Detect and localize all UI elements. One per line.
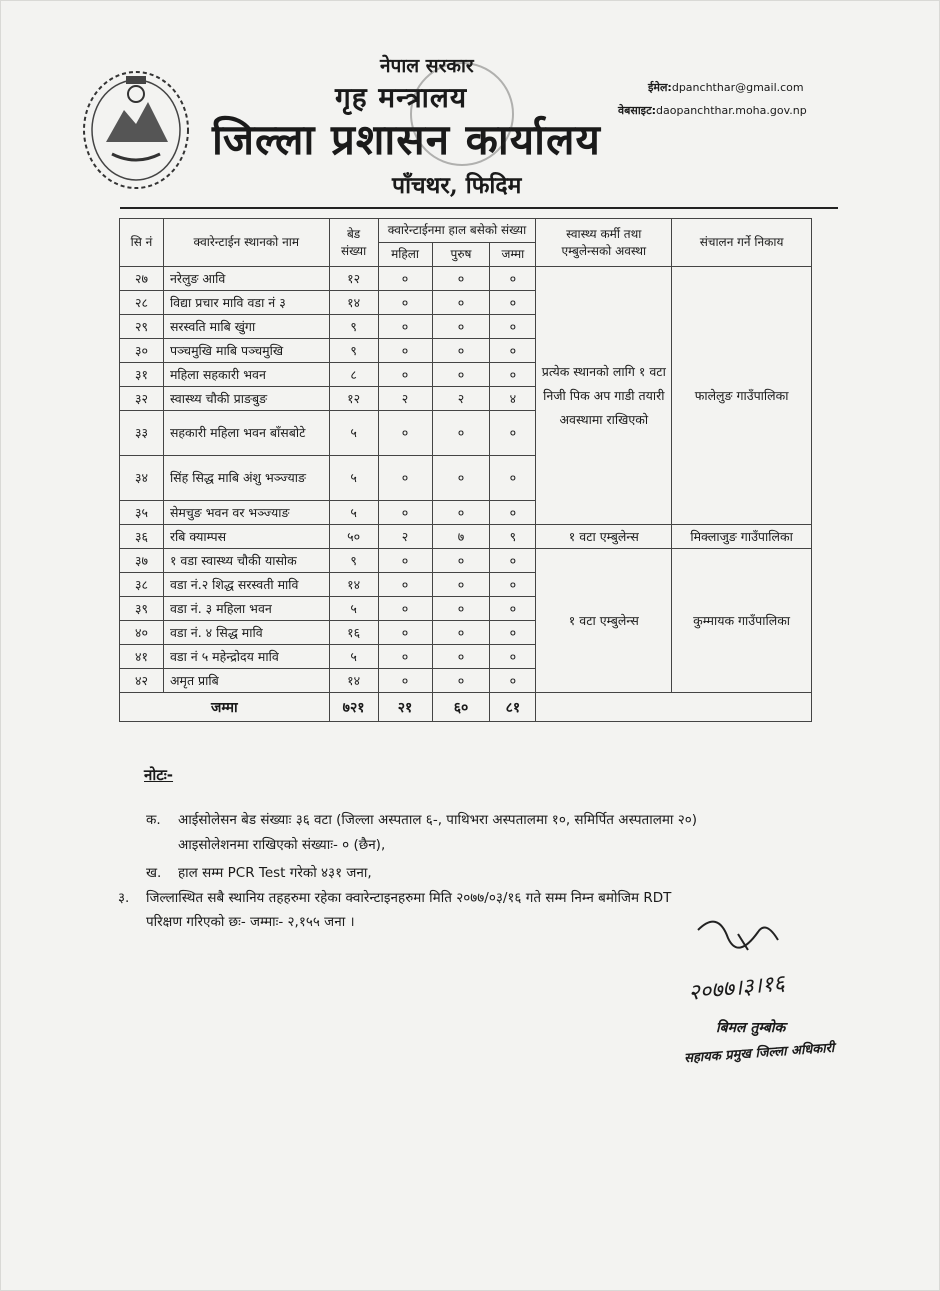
cell-female: ० — [378, 456, 432, 501]
email-line — [648, 80, 804, 95]
cell-male: ० — [432, 669, 490, 693]
cell-name: पञ्चमुखि माबि पञ्चमुखि — [163, 339, 329, 363]
cell-total: ० — [490, 669, 536, 693]
cell-male: ० — [432, 411, 490, 456]
cell-beds: १४ — [329, 669, 378, 693]
totals-empty — [536, 693, 812, 722]
cell-total: ४ — [490, 387, 536, 411]
cell-name: वडा नं.२ शिद्ध सरस्वती मावि — [163, 573, 329, 597]
header-body: संचालन गर्ने निकाय — [672, 219, 812, 267]
cell-sn: २९ — [120, 315, 164, 339]
note-ka-prefix: क. — [146, 812, 161, 828]
header-sn: सि नं — [120, 219, 164, 267]
cell-total: ० — [490, 315, 536, 339]
note-ka-line-2: आइसोलेशनमा राखिएको संख्याः- ० (छैन), — [178, 837, 386, 853]
cell-beds: १६ — [329, 621, 378, 645]
cell-beds: ९ — [329, 549, 378, 573]
cell-female: ० — [378, 363, 432, 387]
cell-body-group-2: मिक्लाजुङ गाउँपालिका — [672, 525, 812, 549]
cell-name: सेमचुङ भवन वर भञ्ज्याङ — [163, 501, 329, 525]
cell-male: ० — [432, 363, 490, 387]
cell-total: ० — [490, 363, 536, 387]
cell-sn: ३९ — [120, 597, 164, 621]
cell-female: २ — [378, 387, 432, 411]
cell-male: २ — [432, 387, 490, 411]
email-label: ईमेल: — [648, 81, 672, 94]
cell-male: ७ — [432, 525, 490, 549]
cell-sn: ३० — [120, 339, 164, 363]
note-three-prefix: ३. — [118, 890, 130, 906]
cell-body-group-1: फालेलुङ गाउँपालिका — [672, 267, 812, 525]
nepal-emblem-icon — [76, 62, 196, 192]
cell-beds: १४ — [329, 573, 378, 597]
note-kha-line: हाल सम्म PCR Test गरेको ४३१ जना, — [178, 865, 372, 881]
cell-health-group-3: १ वटा एम्बुलेन्स — [536, 549, 672, 693]
cell-sn: ३८ — [120, 573, 164, 597]
cell-total: ० — [490, 621, 536, 645]
cell-beds: ९ — [329, 315, 378, 339]
cell-male: ० — [432, 573, 490, 597]
cell-female: ० — [378, 339, 432, 363]
website-link[interactable]: daopanchthar.moha.gov.np — [656, 104, 807, 117]
letterhead — [0, 0, 940, 210]
ministry-name: गृह मन्त्रालय — [335, 81, 468, 114]
cell-sn: ४१ — [120, 645, 164, 669]
cell-total: ० — [490, 267, 536, 291]
cell-female: ० — [378, 645, 432, 669]
cell-name: वडा नं. ४ सिद्ध मावि — [163, 621, 329, 645]
cell-male: ० — [432, 456, 490, 501]
header-health: स्वास्थ्य कर्मी तथा एम्बुलेन्सको अवस्था — [536, 219, 672, 267]
quarantine-table — [119, 218, 812, 722]
cell-female: २ — [378, 525, 432, 549]
cell-name: विद्या प्रचार मावि वडा नं ३ — [163, 291, 329, 315]
website-label: वेबसाइट: — [618, 104, 657, 117]
cell-sn: ३४ — [120, 456, 164, 501]
office-location: पाँचथर, फिदिम — [392, 172, 522, 199]
cell-female: ० — [378, 621, 432, 645]
cell-female: ० — [378, 549, 432, 573]
note-three-line-2: परिक्षण गरिएको छः- जम्माः- २,१५५ जना । — [146, 914, 355, 930]
cell-female: ० — [378, 315, 432, 339]
cell-beds: ५ — [329, 597, 378, 621]
cell-total: ० — [490, 501, 536, 525]
cell-beds: १४ — [329, 291, 378, 315]
cell-name: वडा नं ५ महेन्द्रोदय मावि — [163, 645, 329, 669]
cell-beds: १२ — [329, 387, 378, 411]
cell-name: सिंह सिद्ध माबि अंशु भञ्ज्याङ — [163, 456, 329, 501]
cell-name: नरेलुङ आवि — [163, 267, 329, 291]
cell-total: ० — [490, 645, 536, 669]
cell-beds: १२ — [329, 267, 378, 291]
note-ka-line-1: आईसोलेसन बेड संख्याः ३६ वटा (जिल्ला अस्पताल ६-, पाथिभरा अस्पतालमा १०, समिर्पित अस्पतालमा २०) — [178, 812, 698, 828]
cell-female: ० — [378, 597, 432, 621]
header-total: जम्मा — [490, 243, 536, 267]
cell-sn: ३६ — [120, 525, 164, 549]
table-body — [120, 267, 812, 722]
cell-name: सरस्वति माबि खुंगा — [163, 315, 329, 339]
cell-beds: ८ — [329, 363, 378, 387]
cell-female: ० — [378, 267, 432, 291]
note-three-line-1: जिल्लास्थित सबै स्थानिय तहहरुमा रहेका क्वारेन्टाइनहरुमा मिति २०७७/०३/१६ गते सम्म निम्न बमोजिम RDT — [146, 890, 672, 906]
cell-female: ० — [378, 411, 432, 456]
cell-name: अमृत प्राबि — [163, 669, 329, 693]
cell-body-group-3: कुम्मायक गाउँपालिका — [672, 549, 812, 693]
office-stamp — [410, 62, 514, 166]
cell-male: ० — [432, 291, 490, 315]
totals-row — [120, 693, 812, 722]
cell-male: ० — [432, 645, 490, 669]
totals-male: ६० — [432, 693, 490, 722]
cell-male: ० — [432, 597, 490, 621]
cell-sn: ३१ — [120, 363, 164, 387]
cell-sn: ४० — [120, 621, 164, 645]
cell-name: १ वडा स्वास्थ्य चौकी यासोक — [163, 549, 329, 573]
cell-total: ० — [490, 597, 536, 621]
cell-beds: ५० — [329, 525, 378, 549]
cell-beds: ५ — [329, 645, 378, 669]
cell-total: ० — [490, 411, 536, 456]
totals-label: जम्मा — [120, 693, 330, 722]
cell-female: ० — [378, 501, 432, 525]
cell-male: ० — [432, 267, 490, 291]
totals-female: २१ — [378, 693, 432, 722]
cell-sn: २७ — [120, 267, 164, 291]
cell-male: ० — [432, 549, 490, 573]
cell-name: रबि क्याम्पस — [163, 525, 329, 549]
cell-sn: २८ — [120, 291, 164, 315]
header-name: क्वारेन्टाईन स्थानको नाम — [163, 219, 329, 267]
cell-name: स्वास्थ्य चौकी प्राङबुङ — [163, 387, 329, 411]
signatory-title: सहायक प्रमुख जिल्ला अधिकारी — [683, 1040, 835, 1067]
cell-sn: ४२ — [120, 669, 164, 693]
header-divider — [120, 207, 838, 209]
header-current: क्वारेन्टाईनमा हाल बसेको संख्या — [378, 219, 536, 243]
table-row — [120, 549, 812, 573]
cell-beds: ५ — [329, 411, 378, 456]
cell-male: ० — [432, 621, 490, 645]
notes-title: नोटः- — [144, 766, 174, 784]
totals-beds: ७२१ — [329, 693, 378, 722]
cell-health-group-2: १ वटा एम्बुलेन्स — [536, 525, 672, 549]
cell-male: ० — [432, 501, 490, 525]
cell-total: ९ — [490, 525, 536, 549]
cell-name: महिला सहकारी भवन — [163, 363, 329, 387]
cell-health-group-1: प्रत्येक स्थानको लागि १ वटा निजी पिक अप गाडी तयारी अवस्थामा राखिएको — [536, 267, 672, 525]
cell-name: सहकारी महिला भवन बाँसबोटे — [163, 411, 329, 456]
cell-name: वडा नं. ३ महिला भवन — [163, 597, 329, 621]
cell-female: ० — [378, 669, 432, 693]
note-kha-prefix: ख. — [146, 865, 162, 881]
cell-sn: ३२ — [120, 387, 164, 411]
cell-female: ० — [378, 291, 432, 315]
signatory-name: बिमल तुम्बोक — [716, 1020, 786, 1036]
header-male: पुरुष — [432, 243, 490, 267]
cell-female: ० — [378, 573, 432, 597]
cell-total: ० — [490, 456, 536, 501]
signature-date: २०७७।३।१६ — [687, 971, 786, 1006]
government-name: नेपाल सरकार — [380, 55, 474, 77]
table-row — [120, 525, 812, 549]
cell-sn: ३५ — [120, 501, 164, 525]
email-link[interactable]: dpanchthar@gmail.com — [671, 81, 804, 94]
cell-total: ० — [490, 339, 536, 363]
office-name: जिल्ला प्रशासन कार्यालय — [212, 115, 601, 164]
cell-male: ० — [432, 315, 490, 339]
website-line — [618, 103, 807, 118]
cell-male: ० — [432, 339, 490, 363]
header-female: महिला — [378, 243, 432, 267]
cell-beds: ९ — [329, 339, 378, 363]
cell-total: ० — [490, 291, 536, 315]
cell-sn: ३७ — [120, 549, 164, 573]
cell-total: ० — [490, 573, 536, 597]
cell-beds: ५ — [329, 456, 378, 501]
totals-total: ८१ — [490, 693, 536, 722]
table-row — [120, 267, 812, 291]
cell-sn: ३३ — [120, 411, 164, 456]
cell-total: ० — [490, 549, 536, 573]
header-beds: बेड संख्या — [329, 219, 378, 267]
cell-beds: ५ — [329, 501, 378, 525]
